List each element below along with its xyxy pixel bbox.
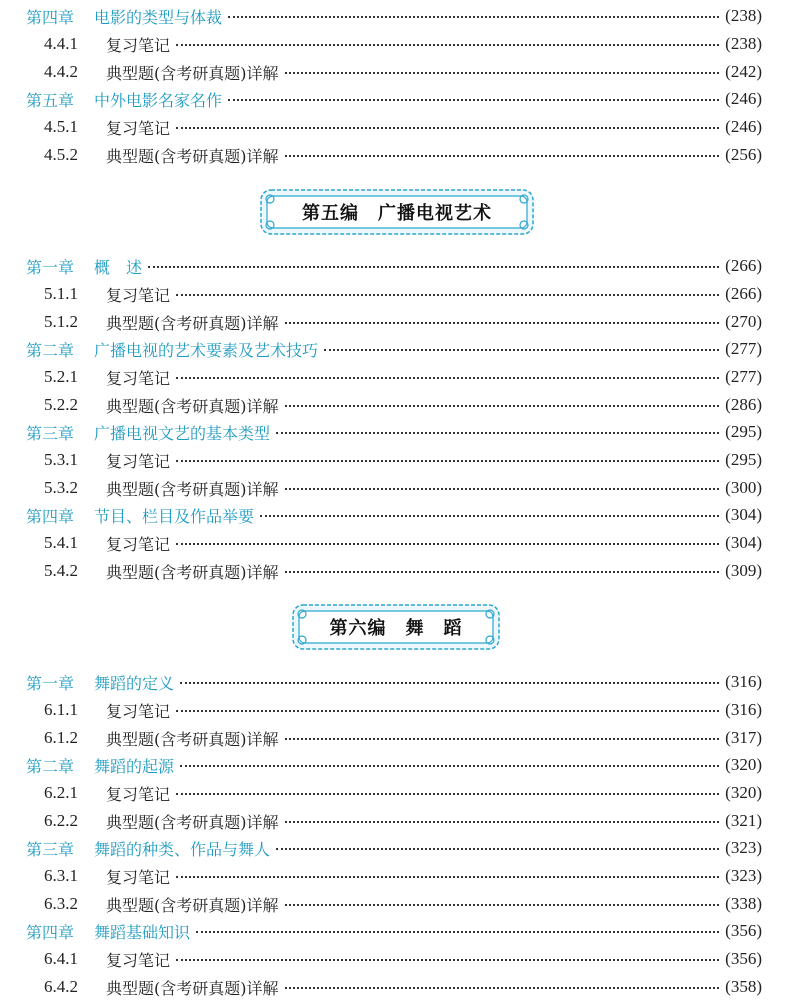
toc-section-row[interactable] [0,531,790,555]
dot-leader [228,99,719,101]
toc-entry-heading [0,699,170,722]
section-title: 典型题(含考研真题)详解 [106,812,279,832]
page-number: (320) [725,783,762,802]
dot-leader [285,571,720,573]
toc-chapter-row[interactable] [0,753,790,777]
section-title: 典型题(含考研真题)详解 [106,313,279,333]
toc-entry-heading [0,948,170,971]
chapter-number: 第一章 [26,257,75,277]
toc-entry-heading [0,754,174,777]
toc-entry-heading [0,283,170,306]
page-number: (266) [725,256,762,275]
dot-leader [285,488,720,490]
toc-chapter-row[interactable] [0,503,790,527]
section-number: 6.1.2 [44,728,78,747]
page-number: (238) [725,34,762,53]
dot-leader [276,848,719,850]
toc-chapter-row[interactable] [0,254,790,278]
section-title: 典型题(含考研真题)详解 [106,396,279,416]
toc-entry-heading [0,810,279,833]
chapter-number: 第二章 [26,756,75,776]
toc-chapter-row[interactable] [0,836,790,860]
page-number: (320) [725,755,762,774]
dot-leader [260,515,719,517]
dot-leader [176,294,719,296]
dot-leader [176,44,719,46]
toc-entry-heading [0,477,279,500]
page-number: (358) [725,977,762,996]
toc-entry-heading [0,33,170,56]
section-number: 5.1.2 [44,312,78,331]
section-title: 典型题(含考研真题)详解 [106,63,279,83]
chapter-title: 广播电视文艺的基本类型 [94,423,271,443]
page-number: (316) [725,700,762,719]
page-number: (316) [725,672,762,691]
chapter-number: 第二章 [26,340,75,360]
section-title: 典型题(含考研真题)详解 [106,729,279,749]
page-number: (304) [725,533,762,552]
section-title: 复习笔记 [106,867,171,887]
toc-entry-heading [0,976,279,999]
section-number: 4.5.1 [44,117,78,136]
toc-entry-heading [0,865,170,888]
section-title: 典型题(含考研真题)详解 [106,479,279,499]
section-title: 复习笔记 [106,118,171,138]
page-number: (238) [725,6,762,25]
page-number: (323) [725,866,762,885]
toc-section-row[interactable] [0,864,790,888]
dot-leader [285,987,720,989]
chapter-number: 第三章 [26,839,75,859]
chapter-number: 第四章 [26,922,75,942]
chapter-title: 舞蹈的定义 [94,673,175,693]
page-number: (321) [725,811,762,830]
toc-entry-heading [0,671,174,694]
section-title: 典型题(含考研真题)详解 [106,895,279,915]
toc-section-row[interactable] [0,809,790,833]
section-number: 6.1.1 [44,700,78,719]
section-number: 5.2.1 [44,367,78,386]
section-number: 5.3.1 [44,450,78,469]
chapter-title: 节目、栏目及作品举要 [94,506,255,526]
toc-section-row[interactable] [0,975,790,999]
toc-chapter-row[interactable] [0,919,790,943]
toc-section-row[interactable] [0,476,790,500]
chapter-title: 电影的类型与体裁 [94,7,223,27]
toc-section-row[interactable] [0,892,790,916]
toc-section-row[interactable] [0,698,790,722]
section-number: 6.3.1 [44,866,78,885]
toc-entry-heading [0,920,190,943]
toc-entry-heading [0,88,222,111]
dot-leader [180,682,719,684]
toc-section-row[interactable] [0,310,790,334]
toc-entry-heading [0,394,279,417]
section-number: 5.4.2 [44,561,78,580]
toc-entry-heading [0,61,279,84]
toc-chapter-row[interactable] [0,420,790,444]
toc-entry-heading [0,504,254,527]
page-number: (338) [725,894,762,913]
section-number: 6.2.2 [44,811,78,830]
section-title: 复习笔记 [106,368,171,388]
section-number: 5.4.1 [44,533,78,552]
section-title: 复习笔记 [106,451,171,471]
page-number: (356) [725,921,762,940]
page-number: (270) [725,312,762,331]
toc-entry-heading [0,837,270,860]
section-title: 复习笔记 [106,701,171,721]
page-number: (242) [725,62,762,81]
section-number: 6.3.2 [44,894,78,913]
page-number: (356) [725,949,762,968]
section-number: 5.2.2 [44,395,78,414]
chapter-number: 第四章 [26,7,75,27]
toc-entry-heading [0,338,318,361]
toc-chapter-row[interactable] [0,337,790,361]
dot-leader [176,460,719,462]
part-banner [258,187,536,237]
dot-leader [176,793,719,795]
section-title: 复习笔记 [106,534,171,554]
toc-entry-heading [0,449,170,472]
section-number: 5.3.2 [44,478,78,497]
page-number: (246) [725,117,762,136]
section-title: 典型题(含考研真题)详解 [106,978,279,998]
page-number: (246) [725,89,762,108]
dot-leader [285,322,720,324]
dot-leader [285,821,720,823]
section-title: 典型题(含考研真题)详解 [106,562,279,582]
section-number: 6.2.1 [44,783,78,802]
dot-leader [228,16,719,18]
chapter-number: 第五章 [26,90,75,110]
page-number: (277) [725,367,762,386]
toc-section-row[interactable] [0,60,790,84]
toc-section-row[interactable] [0,365,790,389]
toc-section-row[interactable] [0,32,790,56]
page-number: (323) [725,838,762,857]
page-number: (304) [725,505,762,524]
section-number: 4.4.1 [44,34,78,53]
chapter-title: 舞蹈的种类、作品与舞人 [94,839,271,859]
toc-entry-heading [0,893,279,916]
dot-leader [176,959,719,961]
toc-chapter-row[interactable] [0,670,790,694]
section-title: 典型题(含考研真题)详解 [106,146,279,166]
dot-leader [176,543,719,545]
toc-entry-heading [0,311,279,334]
section-number: 4.4.2 [44,62,78,81]
dot-leader [285,738,720,740]
toc-entry-heading [0,560,279,583]
toc-section-row[interactable] [0,282,790,306]
chapter-number: 第一章 [26,673,75,693]
toc-section-row[interactable] [0,726,790,750]
dot-leader [285,155,720,157]
toc-section-row[interactable] [0,115,790,139]
toc-section-row[interactable] [0,143,790,167]
part-title: 第六编 舞 蹈 [329,618,463,639]
dot-leader [196,931,719,933]
chapter-title: 广播电视的艺术要素及艺术技巧 [94,340,319,360]
toc-entry-heading [0,144,279,167]
toc-entry-heading [0,5,222,28]
toc-section-row[interactable] [0,947,790,971]
toc-entry-heading [0,255,142,278]
toc-entry-heading [0,116,170,139]
dot-leader [276,432,719,434]
toc-section-row[interactable] [0,393,790,417]
dot-leader [285,904,720,906]
page-number: (300) [725,478,762,497]
page-number: (286) [725,395,762,414]
section-number: 4.5.2 [44,145,78,164]
page-number: (277) [725,339,762,358]
section-number: 5.1.1 [44,284,78,303]
toc-section-row[interactable] [0,448,790,472]
page-number: (317) [725,728,762,747]
toc-chapter-row[interactable] [0,87,790,111]
section-title: 复习笔记 [106,35,171,55]
toc-entry-heading [0,782,170,805]
dot-leader [285,405,720,407]
toc-entry-heading [0,532,170,555]
section-title: 复习笔记 [106,950,171,970]
toc-section-row[interactable] [0,781,790,805]
chapter-title: 中外电影名家名作 [94,90,223,110]
page-number: (295) [725,450,762,469]
section-number: 6.4.2 [44,977,78,996]
dot-leader [180,765,719,767]
section-title: 复习笔记 [106,784,171,804]
page-number: (266) [725,284,762,303]
toc-chapter-row[interactable] [0,4,790,28]
toc-entry-heading [0,366,170,389]
chapter-title: 概 述 [94,257,143,277]
part-title: 第五编 广播电视艺术 [302,203,492,224]
page-number: (256) [725,145,762,164]
dot-leader [176,127,719,129]
toc-entry-heading [0,421,270,444]
chapter-title: 舞蹈基础知识 [94,922,191,942]
dot-leader [176,876,719,878]
dot-leader [148,266,719,268]
section-number: 6.4.1 [44,949,78,968]
section-title: 复习笔记 [106,285,171,305]
page-number: (295) [725,422,762,441]
toc-section-row[interactable] [0,559,790,583]
chapter-number: 第四章 [26,506,75,526]
toc-entry-heading [0,727,279,750]
dot-leader [176,710,719,712]
dot-leader [285,72,720,74]
part-banner [290,602,502,652]
dot-leader [176,377,719,379]
chapter-number: 第三章 [26,423,75,443]
dot-leader [324,349,719,351]
chapter-title: 舞蹈的起源 [94,756,175,776]
page-number: (309) [725,561,762,580]
